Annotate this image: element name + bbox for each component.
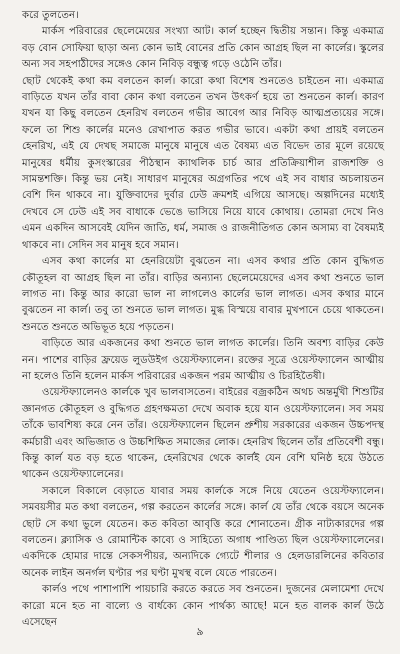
paragraph: বাড়িতে আর একজনের কথা শুনতে ভাল লাগত কার্লের। তিনি অবশ্য বাড়ির কেউ নন। পাশের বাড়ির ফ্রয়েড লুডউইগ ওয়েস্টফ্যালেন। রক্তের সূত্রে ওয়েস্টফ্যালেন আত্মীয় না হলেও তিনি হলেন মার্কস পরিবারের একজন পরম আত্মীয় ও চিরহিতৈষী। xyxy=(22,338,384,382)
paragraph: এসব কথা কার্লের মা হেনরিয়েটা বুঝতেন না। এসব কথার প্রতি কোন বুদ্ধিগত কৌতূহল বা আগ্রহ ছিল না তাঁর। বাড়ির অন্যান্য ছেলেমেয়েদের এসব কথা শুনতে ভাল লাগত না। কিন্তু আর কারো ভাল না লাগলেও কার্লের ভাল লাগত। এসব কথার মানে বুঝতেন না কার্ল। তবু তা শুনতে ভাল লাগত। মুগ্ধ বিস্ময়ে বাবার মুখপানে চেয়ে থাকতেন। শুনতে শুনতে অভিভূত হয়ে পড়তেন। xyxy=(22,256,384,333)
page-number: ৯ xyxy=(196,625,204,638)
paragraph: মার্কস পরিবারের ছেলেমেয়ের সংখ্যা আট। কার্ল হচ্ছেন দ্বিতীয় সন্তান। কিন্তু একমাত্র বড় বোন সোফিয়া ছাড়া অন্য কোন ভাই বোনের প্রতি কোন আগ্রহ ছিল না কার্লের। স্কুলের অন্য সব সহপাঠীদের সঙ্গেও কোন নিবিড় বন্ধুত্ব গড়ে ওঠেনি তাঁর। xyxy=(22,26,384,71)
paragraph: কার্লও পথে পাশাপাশি পায়চারি করতে করতে সব শুনতেন। দুজনের মেলামেশা দেখে কারো মনে হত না বাল্যে ও বার্ধক্যে কোন পার্থক্য আছে! মনে হত বালক কার্ল উঠে এসেছেন xyxy=(22,584,384,629)
paragraph: ওয়েস্টফ্যালেনও কার্লকে খুব ভালবাসতেন। বাইরের বজ্রকঠিন অথচ অন্তর্মুখী শিশুটির জ্ঞানগত কৌতূহল ও বুদ্ধিগত গ্রহণক্ষমতা দেখে অবাক হয়ে যান ওয়েস্টফ্যালেন। সব সময় তাঁকে ভাবশিষ্য করে নেন তাঁর। ওয়েস্টফ্যালেন ছিলেন প্রুশীয় সরকারের একজন উচ্চপদস্থ কর্মচারী এবং অভিজাত ও উচ্চশিক্ষিত সমাজের লোক। হেনরিখ ছিলেন তাঁর প্রতিবেশী বন্ধু। কিন্তু কার্ল যত বড় হতে থাকেন, হেনরিখের থেকে কার্লই যেন বেশি ঘনিষ্ঠ হয়ে উঠতে থাকেন ওয়েস্টফ্যালেনের। xyxy=(22,387,384,481)
paragraph: ছোট থেকেই কথা কম বলতেন কার্ল। কারো কথা বিশেষ শুনতেও চাইতেন না। একমাত্র বাড়িতে যখন তাঁর বাবা কোন কথা বলতেন তখন উৎকর্ণ হয়ে তা শুনতেন কার্ল। কারণ যখন যা কিছু বলতেন হেনরিখ বলতেন গভীর আবেগ আর নিবিড় আত্মপ্রত্যয়ের সঙ্গে। ফলে তা শিশু কার্লের মনেও রেখাপাত করত গভীর ভাবে। একটা কথা প্রায়ই বলতেন হেনরিখ, এই যে দেখছ সমাজে মানুষে মানুষে এত বৈষম্য এত বিভেদ তার মূলে রয়েছে মানুষের ধর্মীয় কুসংস্কারের পীঠস্থান ক্যাথলিক চার্চ আর প্রতিক্রিয়াশীল রাজশক্তি ও সামন্তশক্তি। কিন্তু ভয় নেই। সাধারণ মানুষের অগ্রগতির পথে এই সব বাধার অচলায়তন বেশি দিন থাকবে না। যুক্তিবাদের দুর্বার ঢেউ ক্রমশই এগিয়ে আসছে। অল্পদিনের মধ্যেই দেখবে সে ঢেউ এই সব বাধাকে ভেঙে ভাসিয়ে নিয়ে যাবে কোথায়। তোমরা দেখে নিও এমন একদিন আসবেই যেদিন জাতি, ধর্ম, সমাজ ও রাজনীতিগত কোন অসাম্য বা বৈষম্যই থাকবে না। সেদিন সব মানুষ হবে সমান। xyxy=(22,75,384,251)
page-body xyxy=(22,8,384,631)
paragraph: সকালে বিকালে বেড়াতে যাবার সময় কার্লকে সঙ্গে নিয়ে যেতেন ওয়েস্টফ্যালেন। সমবয়সীর মত কথা বলতেন, গল্প করতেন কার্লের সঙ্গে। কার্ল যে তাঁর থেকে বয়সে অনেক ছোট সে কথা ভুলে যেতেন। কত কবিতা আবৃত্তি করে শোনাতেন। গ্রীক নাট্যকারদের গল্প বলতেন। ক্ল্যাসিক ও রোমান্টিক কাব্যে ও সাহিত্যে অগাধ পাণ্ডিত্য ছিল ওয়েস্টফ্যালেনের। একদিকে হোমার দান্তে সেকসপীয়র, অন্যদিকে গ্যেটে শীলার ও হেলডারলিনের কবিতার অনেক লাইন অনর্গল ঘণ্টার পর ঘণ্টা মুখস্থ বলে যেতে পারতেন। xyxy=(22,485,384,579)
paragraph: করে তুলতেন। xyxy=(22,10,79,21)
